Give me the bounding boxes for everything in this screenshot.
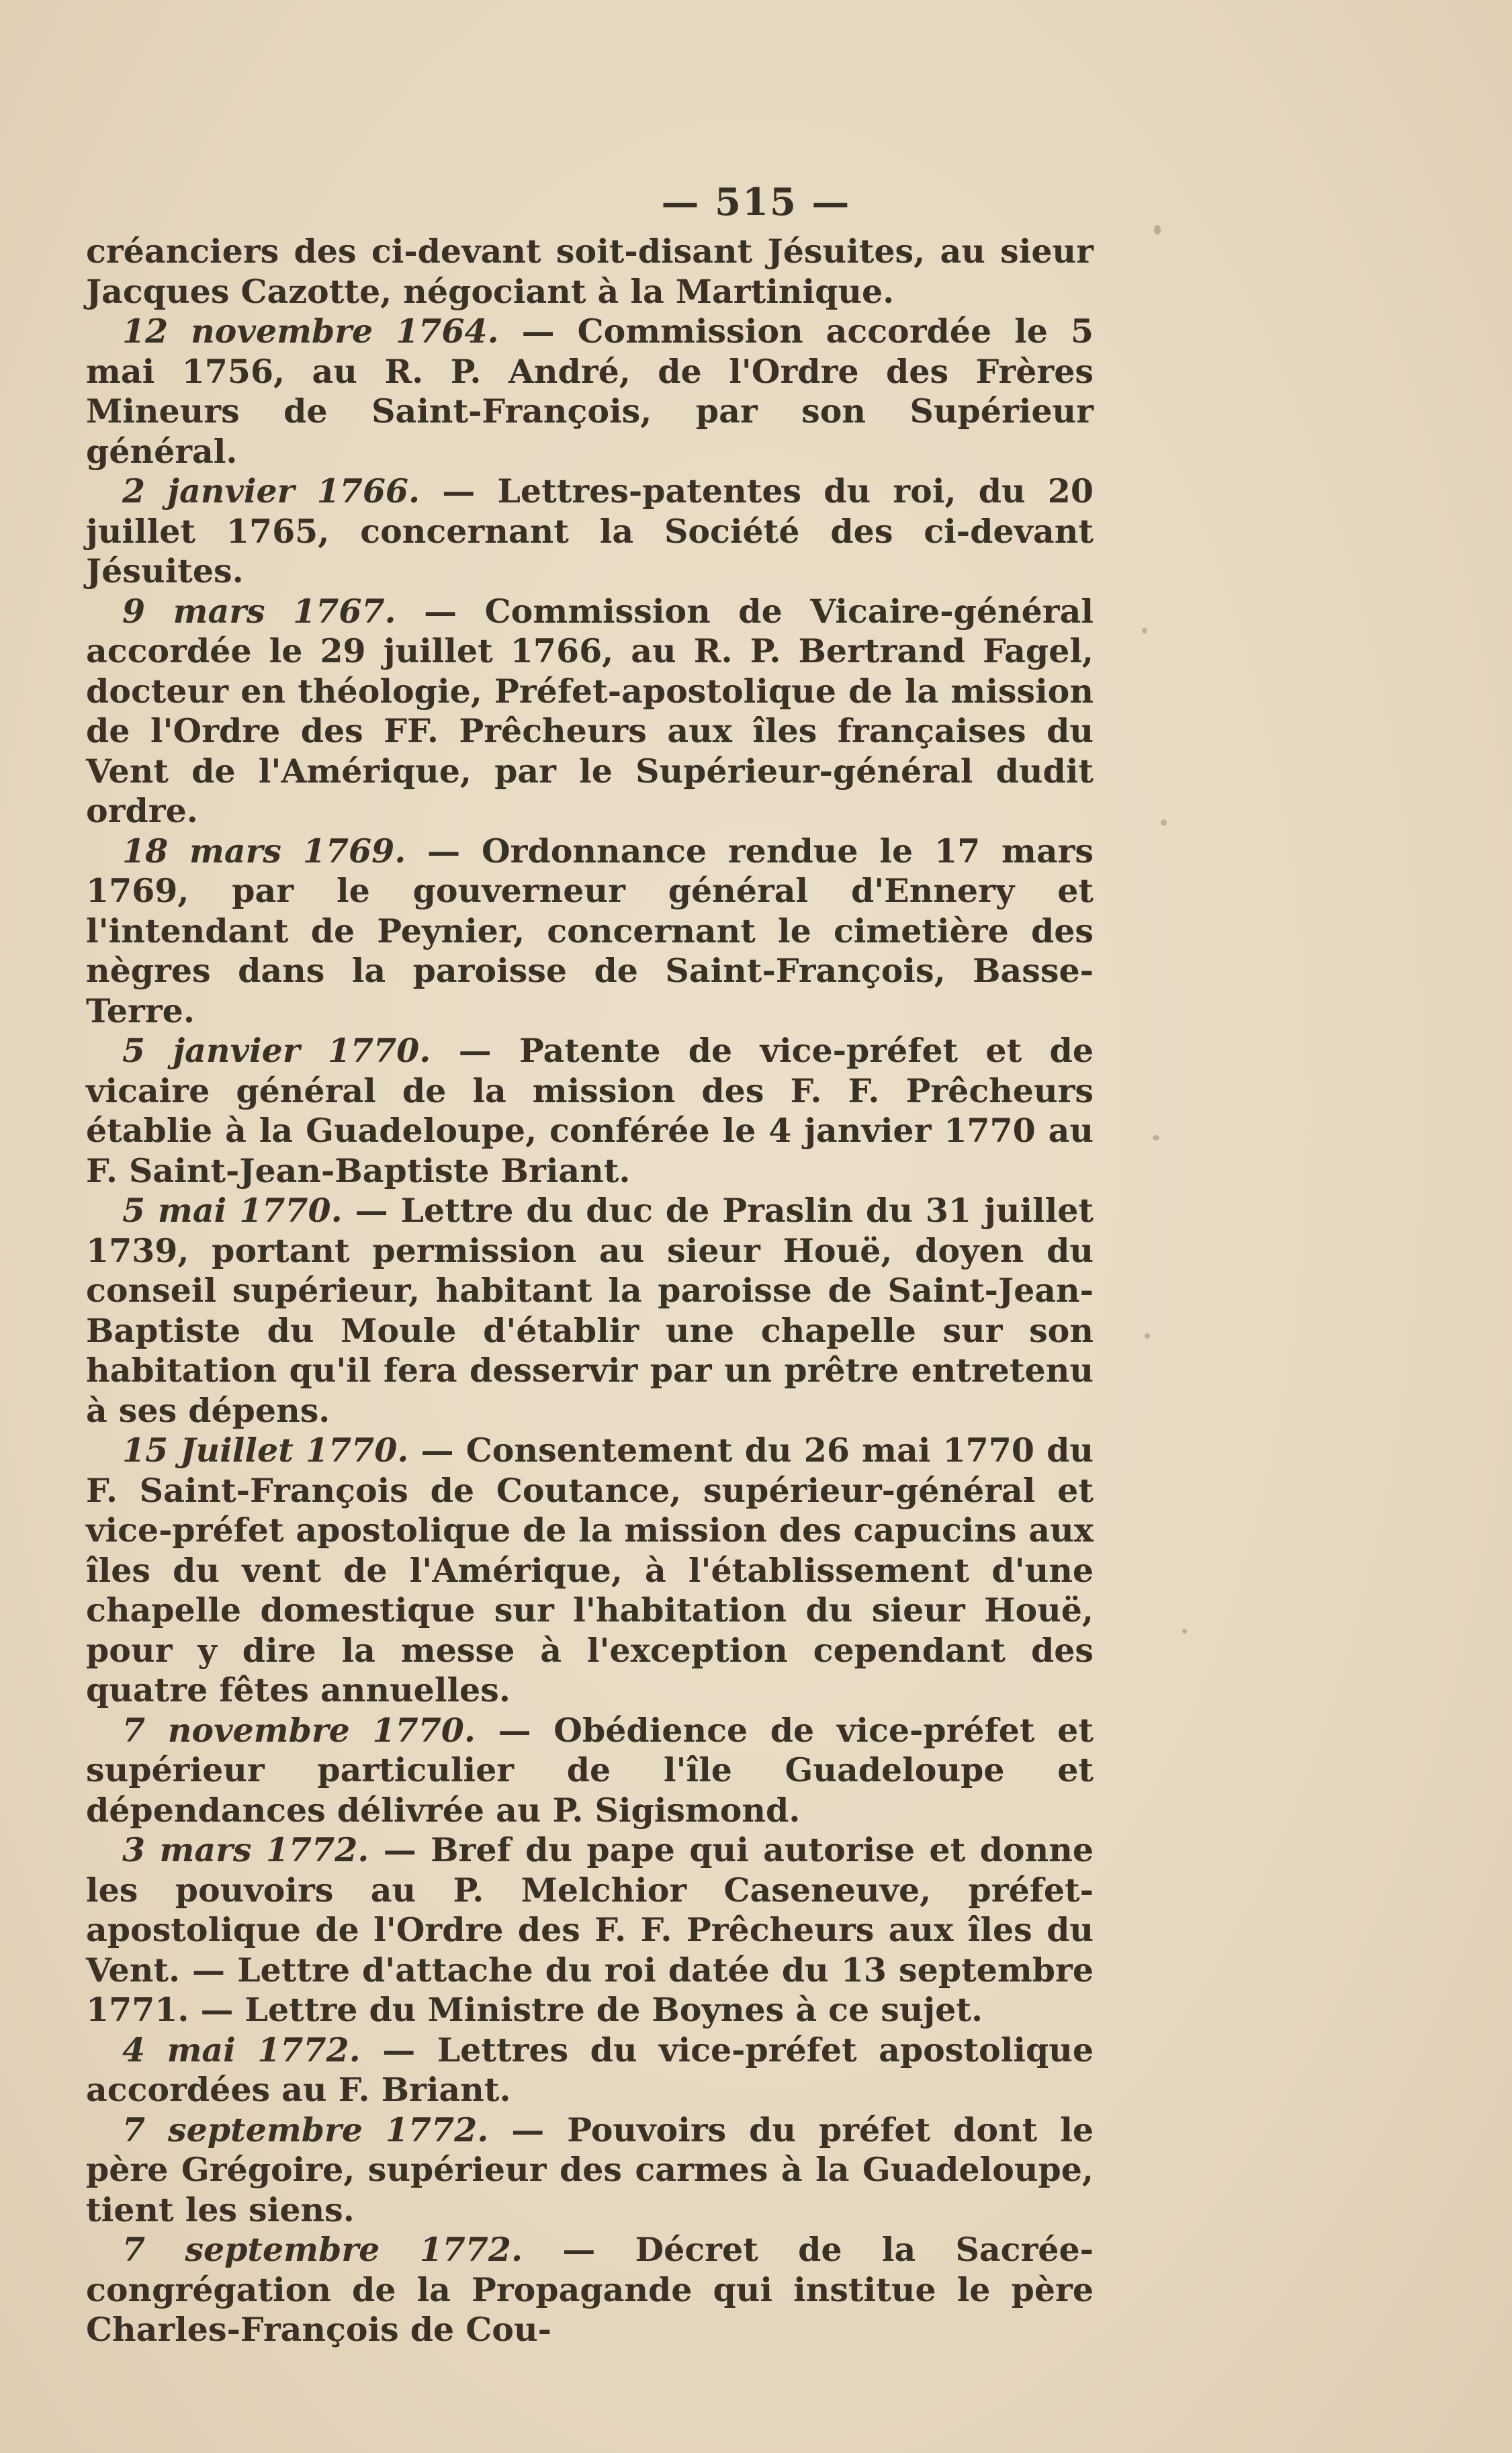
entry bbox=[86, 1031, 1094, 1191]
entry-text: — Consentement du 26 mai 1770 du F. Saint-François de Coutance, supérieur-général et vice-préfet apostolique de la mission des capucins aux îles du vent de l'Amérique, à l'établissement d'une chapelle domestique sur l'habitation du sieur Houë, pour y dire la messe à l'exception cependant des quatre fêtes annuelles. bbox=[86, 1431, 1094, 1709]
entry-date: 4 mai 1772. bbox=[122, 2030, 361, 2069]
paper-speck bbox=[1154, 225, 1161, 234]
entry-text: — Patente de vice-préfet et de vicaire général de la mission des F. F. Prêcheurs établie à la Guadeloupe, conférée le 4 janvier 1770 au F. Saint-Jean-Baptiste Briant. bbox=[86, 1031, 1094, 1190]
entry bbox=[86, 472, 1094, 592]
entry-date: 18 mars 1769. bbox=[122, 831, 406, 871]
entry-text: — Commission accordée le 5 mai 1756, au R. P. André, de l'Ordre des Frères Mineurs de Saint-François, par son Supérieur général. bbox=[86, 312, 1094, 471]
entry-date: 7 novembre 1770. bbox=[122, 1710, 476, 1750]
entry bbox=[86, 2110, 1094, 2231]
entry-date: 7 septembre 1772. bbox=[122, 2110, 489, 2149]
paper-speck bbox=[1153, 1135, 1159, 1141]
entry-date: 15 Juillet 1770. bbox=[122, 1431, 409, 1470]
entry-date: 12 novembre 1764. bbox=[122, 312, 499, 351]
page-number: — 515 — bbox=[661, 180, 851, 224]
entry-text: — Pouvoirs du préfet dont le père Grégoire, supérieur des carmes à la Guadeloupe, tient les siens. bbox=[86, 2110, 1094, 2229]
entry-text: — Obédience de vice-préfet et supérieur particulier de l'île Guadeloupe et dépendances délivrée au P. Sigismond. bbox=[86, 1710, 1094, 1830]
entry-text: — Lettres-patentes du roi, du 20 juillet 1765, concernant la Société des ci-devant Jésuites. bbox=[86, 472, 1094, 590]
entry bbox=[86, 1431, 1094, 1711]
entry-date: 2 janvier 1766. bbox=[122, 472, 420, 510]
entry bbox=[86, 232, 1094, 312]
entry bbox=[86, 832, 1094, 1032]
entry-text: — Lettres du vice-préfet apostolique accordées au F. Briant. bbox=[86, 2030, 1094, 2109]
entry-text: — Ordonnance rendue le 17 mars 1769, par le gouverneur général d'Ennery et l'intendant de Peynier, concernant le cimetière des nègres dans la paroisse de Saint-François, Basse-Terre. bbox=[86, 831, 1094, 1030]
paper-speck bbox=[1182, 1629, 1187, 1634]
entry-date: 7 septembre 1772. bbox=[122, 2230, 523, 2269]
entry bbox=[86, 1830, 1094, 2031]
entry-text: — Commission de Vicaire-général accordée le 29 juillet 1766, au R. P. Bertrand Fagel, docteur en théologie, Préfet-apostolique de la mission de l'Ordre des FF. Prêcheurs aux îles françaises du Vent de l'Amérique, par le Supérieur-général dudit ordre. bbox=[86, 591, 1094, 830]
entry bbox=[86, 1191, 1094, 1431]
paper-speck bbox=[1142, 628, 1147, 633]
entry-text: — Décret de la Sacrée-congrégation de la Propagande qui institue le père Charles-François de Cou- bbox=[86, 2230, 1094, 2349]
entry bbox=[86, 2230, 1094, 2350]
entry-date: 3 mars 1772. bbox=[122, 1830, 369, 1869]
entry-date: 5 janvier 1770. bbox=[122, 1031, 431, 1070]
entry-text: — Bref du pape qui autorise et donne les pouvoirs au P. Melchior Caseneuve, préfet-apostolique de l'Ordre des F. F. Prêcheurs aux îles du Vent. — Lettre d'attache du roi datée du 13 septembre 1771. — Lettre du Ministre de Boynes à ce sujet. bbox=[86, 1830, 1094, 2029]
entry-date: 5 mai 1770. bbox=[122, 1191, 343, 1230]
entry bbox=[86, 2031, 1094, 2110]
entry bbox=[86, 592, 1094, 832]
entry-date: 9 mars 1767. bbox=[122, 591, 396, 631]
entry bbox=[86, 1711, 1094, 1831]
entry-text: créanciers des ci-devant soit-disant Jésuites, au sieur Jacques Cazotte, négociant à la Martinique. bbox=[86, 232, 1094, 311]
entry-text: — Lettre du duc de Praslin du 31 juillet 1739, portant permission au sieur Houë, doyen du conseil supérieur, habitant la paroisse de Saint-Jean-Baptiste du Moule d'établir une chapelle sur son habitation qu'il fera desservir par un prêtre entretenu à ses dépens. bbox=[86, 1191, 1094, 1430]
paper-speck bbox=[1161, 819, 1167, 826]
text-body bbox=[86, 232, 1094, 2350]
paper-speck bbox=[1145, 1333, 1150, 1339]
entry bbox=[86, 312, 1094, 472]
